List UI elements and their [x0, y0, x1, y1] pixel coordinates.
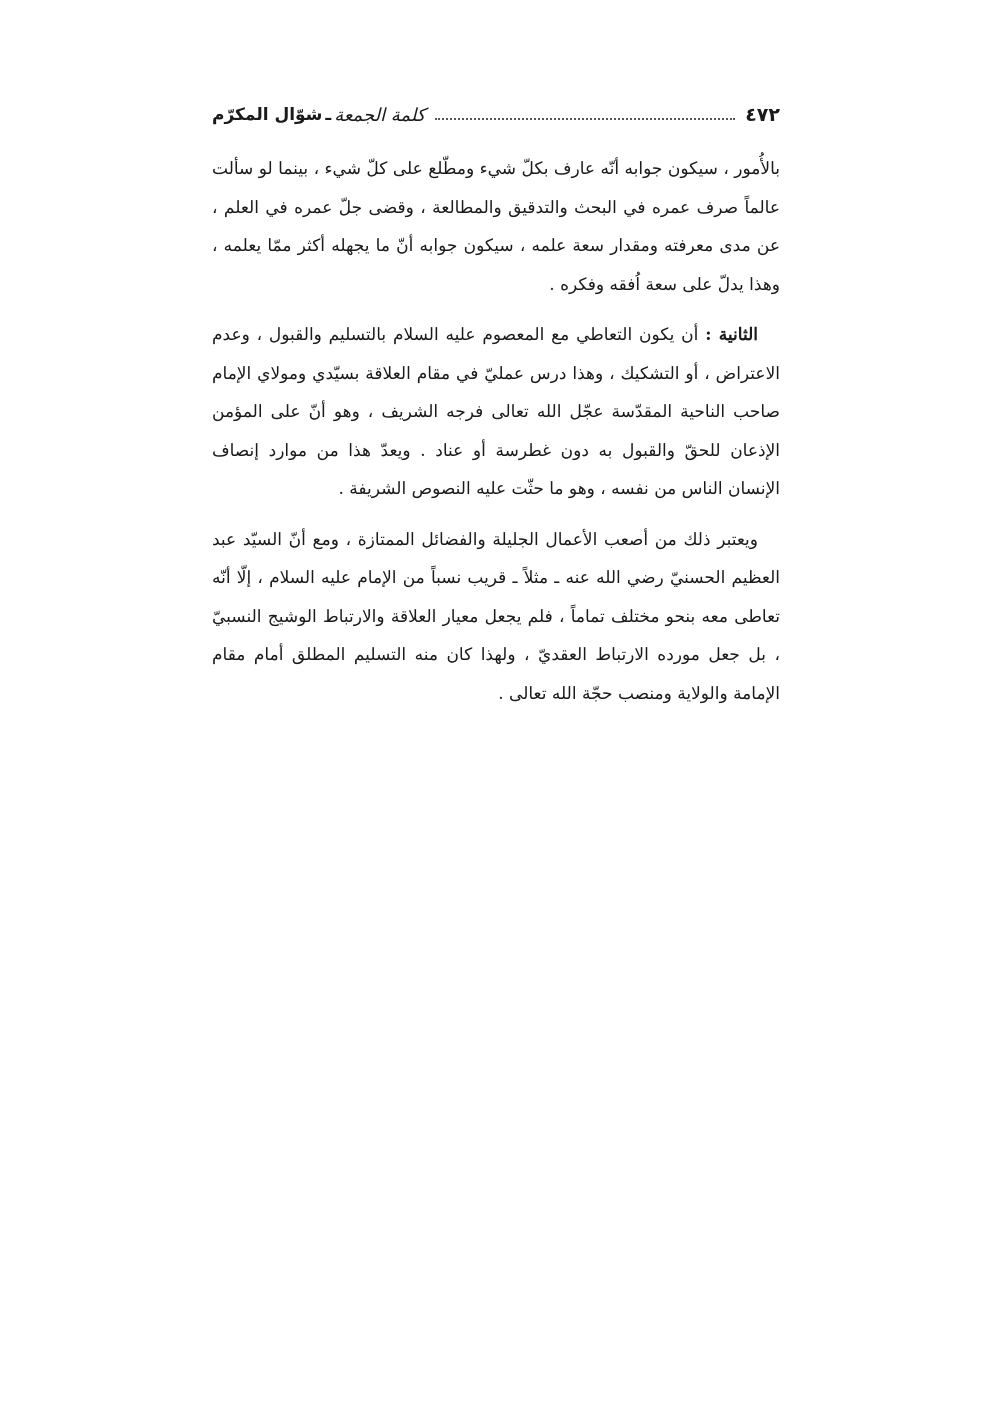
body-text: [212, 150, 780, 725]
running-title: [212, 105, 425, 126]
paragraph-2-term: الثانية :: [705, 325, 758, 345]
book-title: كلمة الجمعة: [334, 104, 426, 126]
paragraph-1-text: بالأُمور ، سيكون جوابه أنّه عارف بكلّ شيء ومطّلع على كلّ شيء ، بينما لو سألت عالماً صرف عمره في البحث والتدقيق والمطالعة ، وقضى جلّ عمره في العلم ، عن مدى معرفته ومقدار سعة علمه ، سيكون جوابه أنّ ما يجهله أكثر ممّا يعلمه ، وهذا يدلّ على سعة اُفقه وفكره .: [212, 159, 780, 295]
paragraph-2: [212, 316, 780, 509]
dotted-leader: [435, 118, 735, 120]
section-title: شوّال المكرّم: [212, 105, 323, 125]
page-number: ٤٧٢: [745, 104, 780, 126]
paragraph-2-text: أن يكون التعاطي مع المعصوم عليه السلام بالتسليم والقبول ، وعدم الاعتراض ، أو التشكيك ، وهذا درس عمليّ في مقام العلاقة بسيّدي ومولاي الإمام صاحب الناحية المقدّسة عجّل الله تعالى فرجه الشريف ، وهو أنّ على المؤمن الإذعان للحقّ والقبول به دون غطرسة أو عناد . ويعدّ هذا من موارد إنصاف الإنسان الناس من نفسه ، وهو ما حثّت عليه النصوص الشريفة .: [212, 325, 780, 499]
title-separator: ـ: [325, 105, 332, 125]
paragraph-1: [212, 150, 780, 304]
paragraph-3: [212, 521, 780, 714]
paragraph-3-text: ويعتبر ذلك من أصعب الأعمال الجليلة والفضائل الممتازة ، ومع أنّ السيّد عبد العظيم الحسنيّ رضي الله عنه ـ مثلاً ـ قريب نسباً من الإمام عليه السلام ، إلّا أنّه تعاطى معه بنحو مختلف تماماً ، فلم يجعل معيار العلاقة والارتباط الوشيج النسبيّ ، بل جعل مورده الارتباط العقديّ ، ولهذا كان منه التسليم المطلق أمام مقام الإمامة والولاية ومنصب حجّة الله تعالى .: [212, 529, 780, 704]
running-header: [212, 100, 780, 130]
